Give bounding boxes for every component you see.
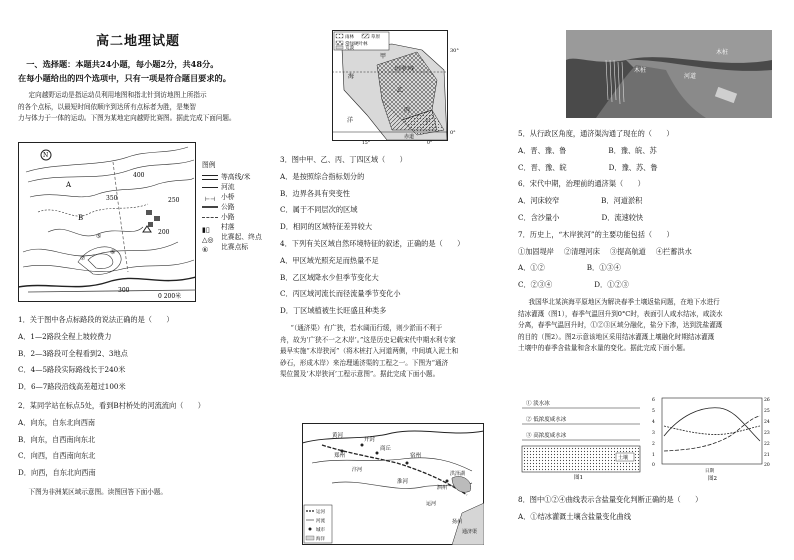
canal-map-label: 郑州 bbox=[334, 453, 346, 459]
intro4-line: 分离，春季气温回升时，①②③区域分融化，盐分下渗，达到洗盐灌溉 bbox=[518, 321, 723, 330]
lat-label: 0° bbox=[450, 130, 456, 136]
equator-label: 赤道 bbox=[404, 134, 415, 140]
contour-map-figure bbox=[18, 142, 196, 302]
map2-label: 丙 bbox=[404, 107, 411, 114]
q1-option-a[interactable]: A．1—2路段全程上坡较费力 bbox=[18, 331, 112, 341]
canal-map-label: 汴河 bbox=[352, 467, 363, 473]
canal-map-label: 开封 bbox=[364, 437, 376, 443]
canal-legend: 河流 bbox=[316, 519, 325, 524]
legend-evergreen: 常绿硬叶林 bbox=[345, 42, 368, 47]
intro4-line: 结冰灌溉（图1），春季气温回升到0°C时，表面引人咸水结冰，咸淡水 bbox=[518, 309, 723, 318]
question-2: 2．某同学站在标点5处，看到B村桥处的河流流向（ ） bbox=[18, 400, 205, 410]
ice-layers-figure bbox=[520, 396, 642, 480]
map-label: ⑤ bbox=[96, 233, 102, 240]
q7-option-b[interactable]: B．①③④ bbox=[586, 263, 621, 273]
intro3-line: 舟，故为‘广狭不一之木岸’。”这是历史记载宋代中期水利专家 bbox=[280, 335, 456, 344]
map-label: A bbox=[66, 181, 72, 189]
legend-item: 比赛起、终点 bbox=[221, 233, 262, 242]
q1-option-d[interactable]: D．6—7路段沿线高差超过100米 bbox=[18, 382, 126, 392]
q4-option-c[interactable]: C．丙区域河流长而径流量季节变化小 bbox=[280, 289, 401, 299]
river-icon bbox=[202, 187, 218, 188]
question-4: 4．下列有关区域自然环境特征的叙述，正确的是（ ） bbox=[280, 238, 465, 248]
intro4-line: 我国华北某滨海平原地区为解决春季土壤返盐问题，在地下水进行 bbox=[528, 297, 720, 306]
orienteering-map bbox=[18, 142, 196, 302]
map-label: 400 bbox=[133, 172, 145, 179]
photo-label: 河道 bbox=[684, 73, 697, 80]
q3-option-b[interactable]: B．边界各具有突变性 bbox=[280, 188, 350, 198]
q7-option-d[interactable]: D．①②③ bbox=[594, 280, 629, 290]
legend-item: 小桥 bbox=[221, 193, 235, 202]
canal-map-label: 宿州 bbox=[410, 453, 422, 459]
canal-map-label: 淮河 bbox=[397, 479, 409, 485]
intro2: 下图为非洲某区域示意图。读图回答下面小题。 bbox=[28, 487, 168, 496]
q5-option-c[interactable]: C．晋、豫、皖 bbox=[518, 162, 567, 172]
map-label: 350 bbox=[106, 195, 118, 202]
legend-item: 小路 bbox=[221, 213, 235, 222]
page-title: 高二地理试题 bbox=[95, 34, 180, 49]
right-tick: 23 bbox=[764, 431, 770, 436]
figure-2 bbox=[650, 396, 774, 482]
tongji-canal-figure bbox=[302, 423, 484, 545]
path-icon bbox=[202, 217, 218, 218]
instructions-line2: 在每小题给出的四个选项中，只有一项是符合题目要求的。 bbox=[18, 72, 231, 83]
right-tick: 20 bbox=[764, 463, 770, 468]
fig1-row: ③ 高浓度咸水冰 bbox=[526, 433, 567, 439]
fig2-xlabel: 日期 bbox=[705, 469, 714, 474]
question-1: 1．关于图中各点标路段的说法正确的是（ ） bbox=[18, 315, 174, 324]
intro1-line: 力与体力于一体的运动。下图为某地定向越野比赛图。据此完成下面问题。 bbox=[18, 114, 236, 123]
q2-option-d[interactable]: D．向西，自东北向西南 bbox=[18, 468, 96, 478]
intro4-line: 土壤中的春季含盐量和含水量的变化。据此完成下面小题。 bbox=[518, 344, 690, 353]
map-label: 300 bbox=[118, 287, 130, 294]
left-tick: 6 bbox=[652, 398, 655, 403]
legend-item: 村落 bbox=[221, 223, 235, 232]
photo-label: 木桩 bbox=[634, 67, 647, 74]
canal-map-label: 商丘 bbox=[380, 446, 392, 452]
intro3-line: 最早实施“木岸狭河”（将木桩打入河道两侧，中间填入泥土和 bbox=[280, 347, 459, 356]
map2-label: 海 bbox=[348, 73, 355, 80]
q7-item: ④拦蓄洪水 bbox=[655, 246, 692, 256]
instructions-line1: 一、选择题：本题共24小题，每小题2分，共48分。 bbox=[26, 58, 219, 69]
q7-item: ①加固堤岸 bbox=[518, 246, 554, 256]
legend-item: 等高线/米 bbox=[221, 173, 251, 182]
left-tick: 5 bbox=[652, 409, 655, 414]
q3-option-d[interactable]: D．相同的区域特征差异较大 bbox=[280, 222, 373, 232]
q2-option-b[interactable]: B．向东，自西南向东北 bbox=[18, 434, 96, 444]
question-8: 8．图中①②④曲线表示含盐量变化判断正确的是（ ） bbox=[518, 495, 703, 504]
q7-item: ③提高航道 bbox=[609, 246, 646, 256]
q2-option-a[interactable]: A．向东，自东北向西南 bbox=[18, 417, 96, 427]
q5-option-a[interactable]: A．晋、豫、鲁 bbox=[518, 145, 567, 155]
legend-rainforest: 雨林 bbox=[345, 35, 354, 40]
legend-title: 图例 bbox=[202, 161, 216, 169]
canal-map-label: 扬州 bbox=[452, 519, 463, 525]
map-label: B bbox=[78, 214, 84, 222]
q8-option-a[interactable]: A．①结冰灌溉土壤含盐量变化曲线 bbox=[518, 511, 632, 521]
highway-icon bbox=[202, 206, 218, 208]
intro1-line: 定向越野运动是指运动员利用地图和指北针到访地图上所指示 bbox=[28, 91, 207, 100]
africa-map bbox=[332, 30, 462, 145]
q6-option-c[interactable]: C．含沙量小 bbox=[518, 212, 560, 222]
q4-option-d[interactable]: D．丁区域植被生长旺盛且种类多 bbox=[280, 306, 387, 316]
q5-option-b[interactable]: B．豫、皖、苏 bbox=[608, 145, 657, 155]
canal-photo bbox=[566, 30, 772, 118]
left-tick: 4 bbox=[652, 420, 655, 425]
map-label: 200 bbox=[158, 229, 170, 236]
checkpoint-icon: ⑥ bbox=[202, 245, 209, 254]
left-tick: 1 bbox=[652, 453, 655, 458]
village-icon: ▮▯ bbox=[202, 225, 210, 234]
photo-label: 木桩 bbox=[716, 49, 729, 56]
legend-item: 公路 bbox=[221, 203, 235, 212]
q3-option-a[interactable]: A．是按照综合指标划分的 bbox=[280, 171, 365, 181]
wooden-pile-photo bbox=[566, 30, 772, 118]
map-label: ⑦ bbox=[80, 255, 86, 262]
left-tick: 2 bbox=[652, 442, 655, 447]
africa-region-figure bbox=[332, 30, 462, 145]
lon-label: 0° bbox=[427, 141, 433, 145]
canal-map-label: 黄河 bbox=[332, 433, 344, 439]
legend-grassland: 草原 bbox=[371, 35, 380, 40]
start-finish-icon: △◎ bbox=[202, 235, 214, 244]
question-3: 3．图中甲、乙、丙、丁四区域（ ） bbox=[280, 155, 407, 164]
intro4-line: 的目的（图2）。图2示意该地区采用结冰灌溉上壤融化时期结冰灌溉 bbox=[518, 332, 715, 341]
tropic-label: 北回归线 bbox=[394, 66, 415, 72]
q4-option-a[interactable]: A．甲区域光照充足而热量不足 bbox=[280, 255, 379, 265]
legend-desert: 荒漠 bbox=[345, 46, 354, 51]
left-tick: 3 bbox=[652, 431, 655, 436]
q5-option-d[interactable]: D．豫、苏、鲁 bbox=[608, 162, 658, 172]
canal-map-label: 泗州 bbox=[437, 485, 448, 491]
q6-option-a[interactable]: A．河床较窄 bbox=[518, 196, 560, 206]
intro3-line: 渠位置及‘木岸狭河’工程示意图”。据此完成下面小题。 bbox=[280, 370, 440, 379]
map2-label: 乙 bbox=[397, 87, 404, 94]
q1-option-c[interactable]: C．4—5路段实际路线长于240米 bbox=[18, 365, 126, 375]
right-tick: 26 bbox=[764, 398, 770, 403]
right-tick: 21 bbox=[764, 453, 770, 458]
canal-legend: 运河 bbox=[316, 510, 325, 515]
right-tick: 22 bbox=[764, 442, 770, 447]
canal-map-label: 洪泽湖 bbox=[450, 471, 466, 477]
map2-label: 洋 bbox=[347, 117, 354, 124]
salt-water-chart bbox=[650, 396, 774, 482]
lon-label: 15° bbox=[362, 141, 370, 145]
q7-item: ②清理河床 bbox=[563, 246, 600, 256]
right-tick: 25 bbox=[764, 409, 770, 414]
legend-item: 比赛点标 bbox=[221, 243, 249, 252]
left-tick: 0 bbox=[652, 463, 655, 468]
intro3-line: “（通济渠）有广狭，若水阔而行缓，则少淤而不利于 bbox=[290, 323, 443, 332]
canal-map-label: 通济渠 bbox=[462, 529, 478, 535]
q7-option-a[interactable]: A．①② bbox=[518, 263, 545, 273]
legend-item: 河流 bbox=[221, 183, 235, 192]
fig1-row: ② 低浓度咸水冰 bbox=[526, 417, 567, 423]
canal-legend: 城市 bbox=[316, 528, 325, 533]
fig1-row: ① 淡水冰 bbox=[526, 401, 550, 407]
q4-option-b[interactable]: B．乙区域降水少但季节变化大 bbox=[280, 272, 379, 282]
canal-map bbox=[302, 423, 484, 545]
fig1-caption: 图1 bbox=[574, 475, 583, 480]
fig2-caption: 图2 bbox=[708, 476, 717, 482]
q7-option-c[interactable]: C．②③④ bbox=[518, 280, 553, 290]
contour-line-icon bbox=[202, 175, 218, 180]
fig1-soil-label: 土壤 bbox=[618, 455, 629, 461]
scale-bar: 0 200米 bbox=[158, 293, 182, 300]
intro1-line: 的各个点标，以最短时间依顺序到达所有点标者为胜，是集智 bbox=[18, 102, 197, 111]
map2-label: 甲 bbox=[380, 53, 387, 60]
canal-map-label: 运河 bbox=[426, 501, 437, 507]
map2-label: 丁 bbox=[424, 119, 431, 126]
q1-option-b[interactable]: B．2—3路段可全程看到2、3地点 bbox=[18, 348, 128, 358]
figure-1 bbox=[520, 396, 642, 480]
lat-label: 30° bbox=[450, 48, 459, 54]
intro3-line: 砂石，形成木岸）来治理通济渠的工程之一。下图为“通济 bbox=[280, 358, 449, 367]
right-tick: 24 bbox=[764, 420, 770, 425]
canal-legend: 海洋 bbox=[316, 537, 325, 542]
q6-option-d[interactable]: D．流速较快 bbox=[601, 212, 644, 222]
bridge-icon: ⊢⊣ bbox=[204, 195, 216, 203]
column-left bbox=[18, 0, 262, 496]
north-arrow: N bbox=[43, 152, 49, 159]
q3-option-c[interactable]: C．属于不同层次的区域 bbox=[280, 205, 358, 215]
map-label: 250 bbox=[168, 197, 180, 204]
map-legend bbox=[202, 160, 262, 252]
question-7: 7．历史上，“木岸狭河”的主要功能包括（ ） bbox=[518, 229, 674, 239]
question-6: 6．宋代中期，治理前的通济渠（ ） bbox=[518, 179, 645, 189]
map-label: ⑥ bbox=[110, 249, 116, 256]
q2-option-c[interactable]: C．向西，自西南向东北 bbox=[18, 451, 96, 461]
question-5: 5．从行政区角度，通济渠沟通了现在的（ ） bbox=[518, 129, 674, 138]
q6-option-b[interactable]: B．河道淤积 bbox=[601, 196, 643, 206]
